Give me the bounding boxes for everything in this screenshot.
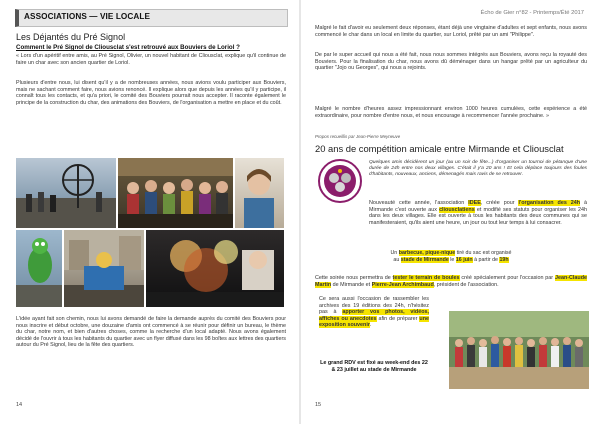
barbecue-time: 19h [499,256,509,263]
running-head: Écho de Gier n°82 - Printemps/Été 2017 [480,10,584,16]
barbecue-date: 16 juin [455,256,473,263]
photo-green-puppet-art [16,230,62,307]
petanque-logo-svg [317,158,363,204]
right-page [301,0,600,424]
section-header-box [15,9,288,27]
article-title: Les Déjantés du Pré Signol [16,32,126,42]
nouveaute-paragraph [369,200,587,226]
barbecue-announcement [315,250,587,264]
archive-text-3: . [369,322,372,329]
r-article-title: 20 ans de compétition amicale entre Mirmande et Cliousclat [315,143,564,154]
left-page [0,0,299,424]
barbecue-text-4: le [448,256,456,263]
nouveaute-org: l'organisation des 24h [518,200,581,206]
barbecue-text-3: au [393,256,401,263]
archive-paragraph [319,296,429,329]
r-paragraph-3: Malgré le nombre d'heures assez impressionnant environ 1000 heures cumulées, cette expérience a été extraordinaire, pour nombre d'entre nous, et nous encourage à recommencer l'année prochaine. » [315,106,587,119]
photo-group-bar-art [118,158,233,228]
barbecue-highlight: barbecue, pique-nique [398,250,456,256]
photo-parade-art [64,230,144,307]
group-photo-art [449,311,589,389]
soiree-jcm: Jean-Claude Martin [315,275,588,288]
soiree-text-a: Cette soirée nous permettra de [315,275,393,281]
photo-portrait [235,158,284,228]
archive-highlight-2: une exposition souvenir [319,315,429,329]
nouveaute-text-a: Nouveauté cette année, l'association [369,200,469,206]
intro-italic: Quelques amis décidèrent un jour (au un soir de fête...) d'organiser un tournoi de pétanque d'une durée de 24h entre nos deux villages. C'était il y'a 20 ans ! Et cela déplace toujours des foules d'habitants, nouveaux, anciens, démenagés mais ravis de se retrouver. [369,160,587,178]
nouveaute-text-c: à Mirmande c'est ouverte aux [369,200,588,213]
credit-line: Propos recueillis par Jean-Pierre Meyneuve [315,134,401,139]
soiree-paragraph [315,275,587,288]
petanque-logo-icon [317,158,363,204]
soiree-highlight: tester le terrain de boules [392,275,460,281]
paragraph-2: Plusieurs d'entre nous, lui disent qu'il y a de nombreuses années, nous avions voulu participer aux Bouviers, mais ne sachant comment faire, nous avions renoncé. Il explique alors que depuis les années qu'il y participe, il connaît tous les contacts, et qu'a priori, le comité des Bouviers pourrait nous accepter. Il raconte également le principe de la construction du char, des animations des Bouviers, de l'organisation a mettre en place et du coût. [16,80,286,106]
soiree-text-b: créé spécialement pour l'occasion par [459,275,555,281]
soiree-text-d: , président de l'association. [433,281,499,288]
archive-text-1: Ce sera aussi l'occasion de rassembler les archives des 19 éditions des 24h, n'hésitez pas à [319,296,429,316]
barbecue-text-2: tiré du sac est organisé [455,250,512,256]
photo-green-puppet [16,230,62,307]
archive-highlight: apporter vos photos, vidéos, affiches ou anecdotes [319,309,430,322]
photo-group-bar [118,158,233,228]
nouveaute-cliou: cliousclatiens [439,206,475,213]
r-paragraph-1: Malgré le fait d'avoir eu seulement deux réponses, étant déjà une vingtaine d'adultes et sept enfants, nous avons commencé le char dans un local en limite du quartier, sur Loriol, prêté par un ami "Philippe". [315,25,587,38]
page-number-left: 14 [16,402,23,408]
photo-street-float [16,158,116,228]
soiree-text-c: de Mirmande et [331,281,372,288]
nouveaute-text-b: , créée pour [480,200,519,206]
article-subtitle: Comment le Pré Signol de Cliousclat s'est retrouvé aux Bouviers de Loriol ? [16,44,240,51]
paragraph-1: « Lors d'un apéritif entre amis, au Pré Signol, Olivier, un nouvel habitant de Cliousclat, explique qu'il continue de faire un char avec son ancien quartier de Loriol. [16,53,286,66]
barbecue-stade: stade de Mirmande [400,256,449,263]
photo-parade [64,230,144,307]
photo-collage [16,158,284,307]
paragraph-3: L'idée ayant fait son chemin, nous lui avons demandé de faire la demande auprès du comité des Bouviers pour nous inscrire et début octobre, une douzaine d'amis ont commencé à se réunir pour définir un bureau, le thème du char, notre nom, et bien d'autres choses, comme la recherche d'un local adapté. Nous avons également décidé de l'ouvrir à tous les habitants du quartier avec un flyer diffusé dans les 98 boîtes aux lettres des quartiers autour du Pré Signol, lieu de la fête des quartiers. [16,316,286,349]
photo-night-float [146,230,284,307]
photo-night-float-art [146,230,284,307]
photo-street-float-art [16,158,116,228]
page-number-right: 15 [315,402,322,408]
rdv-announcement: Le grand RDV est fixé au week-end des 22 & 23 juillet au stade de Mirmande [320,360,428,373]
barbecue-text-5: à partir de [472,256,500,263]
nouveaute-idee: IDEE [468,200,481,206]
group-photo [449,311,589,389]
nouveaute-text-d: et modifié ses statuts pour organiser les 24h dans les deux villages. Elle est ouverte à tous les habitants des deux communes qui se manifesteraient, qu'ils aient une heure, un jour ou tout leur temps à lui consacrer. [369,206,587,226]
photo-portrait-art [235,158,284,228]
archive-text-2: afin de préparer [376,315,420,322]
r-paragraph-2: De par le super accueil qui nous a été fait, nous nous sommes intégrés aux Bouviers, avons reçu la royauté des Bouviers. Pour la finalisation du char, nous avons dû déménager dans un hangar prêté par un agriculteur du quartier "Jojo ou Georges", qui nous a rejoints. [315,52,587,72]
section-header: ASSOCIATIONS — VIE LOCALE [24,12,151,21]
soiree-pja: Pierre-Jean Archimbaud [371,281,434,288]
barbecue-text-1: Un [390,250,399,256]
